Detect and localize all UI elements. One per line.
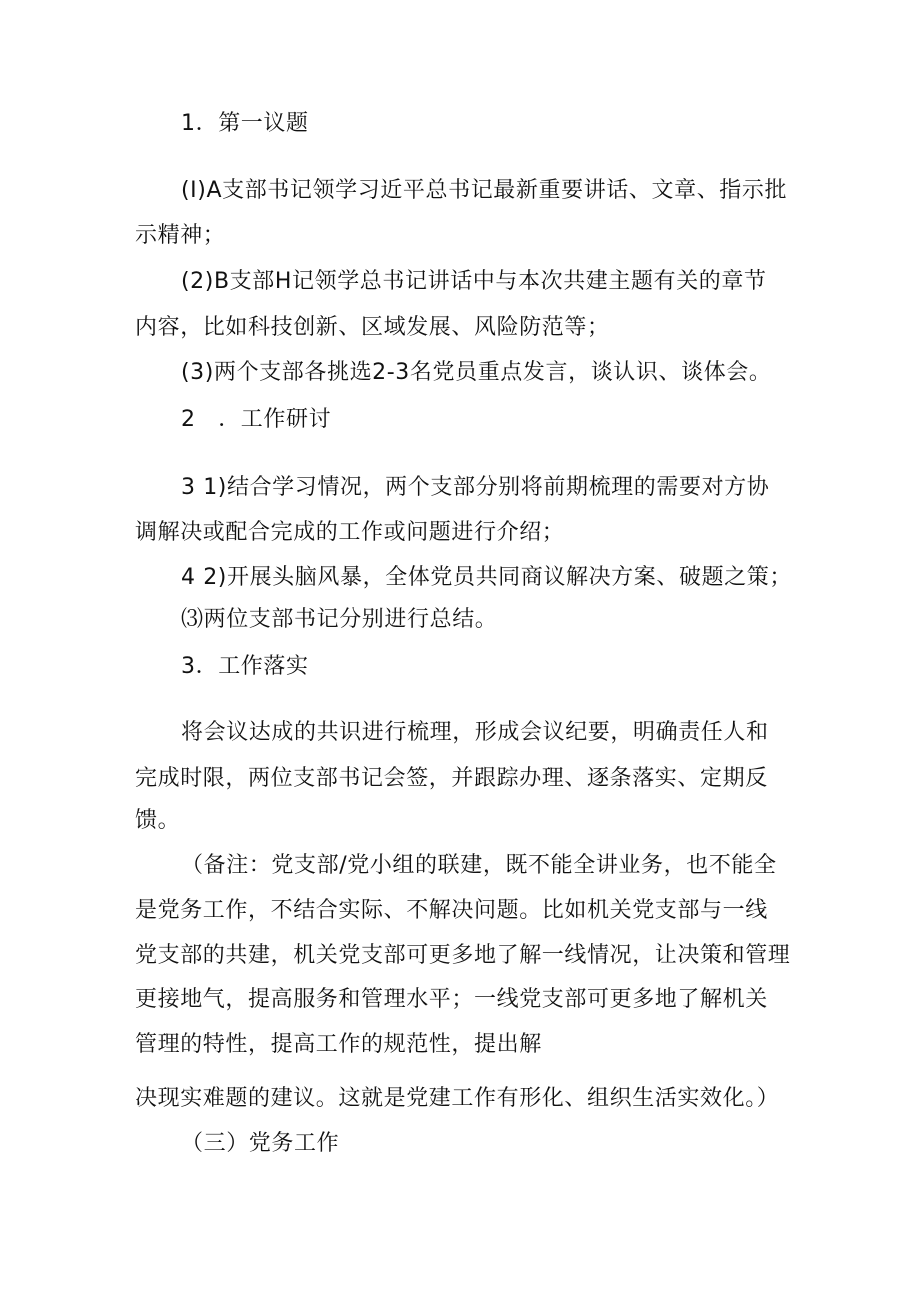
paragraph-line: 完成时限，两位支部书记会签，并跟踪办理、逐条落实、定期反 — [135, 766, 768, 791]
heading-item-3: 3．工作落实 — [181, 654, 309, 679]
note-line: 决现实难题的建议。这就是党建工作有形化、组织生活实效化。） — [135, 1086, 780, 1111]
paragraph-line: (I)A支部书记领学习近平总书记最新重要讲话、文章、指示批 — [181, 178, 788, 203]
paragraph-line: (3)两个支部各挑选2-3名党员重点发言，谈认识、谈体会。 — [181, 360, 772, 385]
paragraph-line: 示精神； — [135, 223, 226, 248]
note-line: 是党务工作，不结合实际、不解决问题。比如机关党支部与一线 — [135, 898, 768, 923]
heading-item-1: 1．第一议题 — [181, 111, 309, 136]
paragraph-line: 调解决或配合完成的工作或问题进行介绍； — [135, 520, 565, 545]
note-line: 党支部的共建，机关党支部可更多地了解一线情况，让决策和管理 — [135, 943, 791, 968]
paragraph-line: 3 1)结合学习情况，两个支部分别将前期梳理的需要对方协 — [181, 475, 770, 500]
heading-item-2: 2 ．工作研讨 — [181, 407, 332, 432]
paragraph-line: 内容，比如科技创新、区域发展、风险防范等； — [135, 315, 610, 340]
section-heading: （三）党务工作 — [181, 1131, 340, 1156]
note-line: 管理的特性，提高工作的规范性，提出解 — [135, 1032, 542, 1057]
note-line: （备注：党支部/党小组的联建，既不能全讲业务，也不能全 — [181, 853, 777, 878]
note-line: 更接地气，提高服务和管理水平；一线党支部可更多地了解机关 — [135, 987, 768, 1012]
paragraph-line: 将会议达成的共识进行梳理，形成会议纪要，明确责任人和 — [181, 720, 769, 745]
paragraph-line: ⑶两位支部书记分别进行总结。 — [181, 607, 498, 632]
paragraph-line: 馈。 — [135, 808, 181, 833]
paragraph-line: (2)B支部H记领学总书记讲话中与本次共建主题有关的章节 — [181, 269, 767, 294]
paragraph-line: 4 2)开展头脑风暴，全体党员共同商议解决方案、破题之策； — [181, 565, 792, 590]
